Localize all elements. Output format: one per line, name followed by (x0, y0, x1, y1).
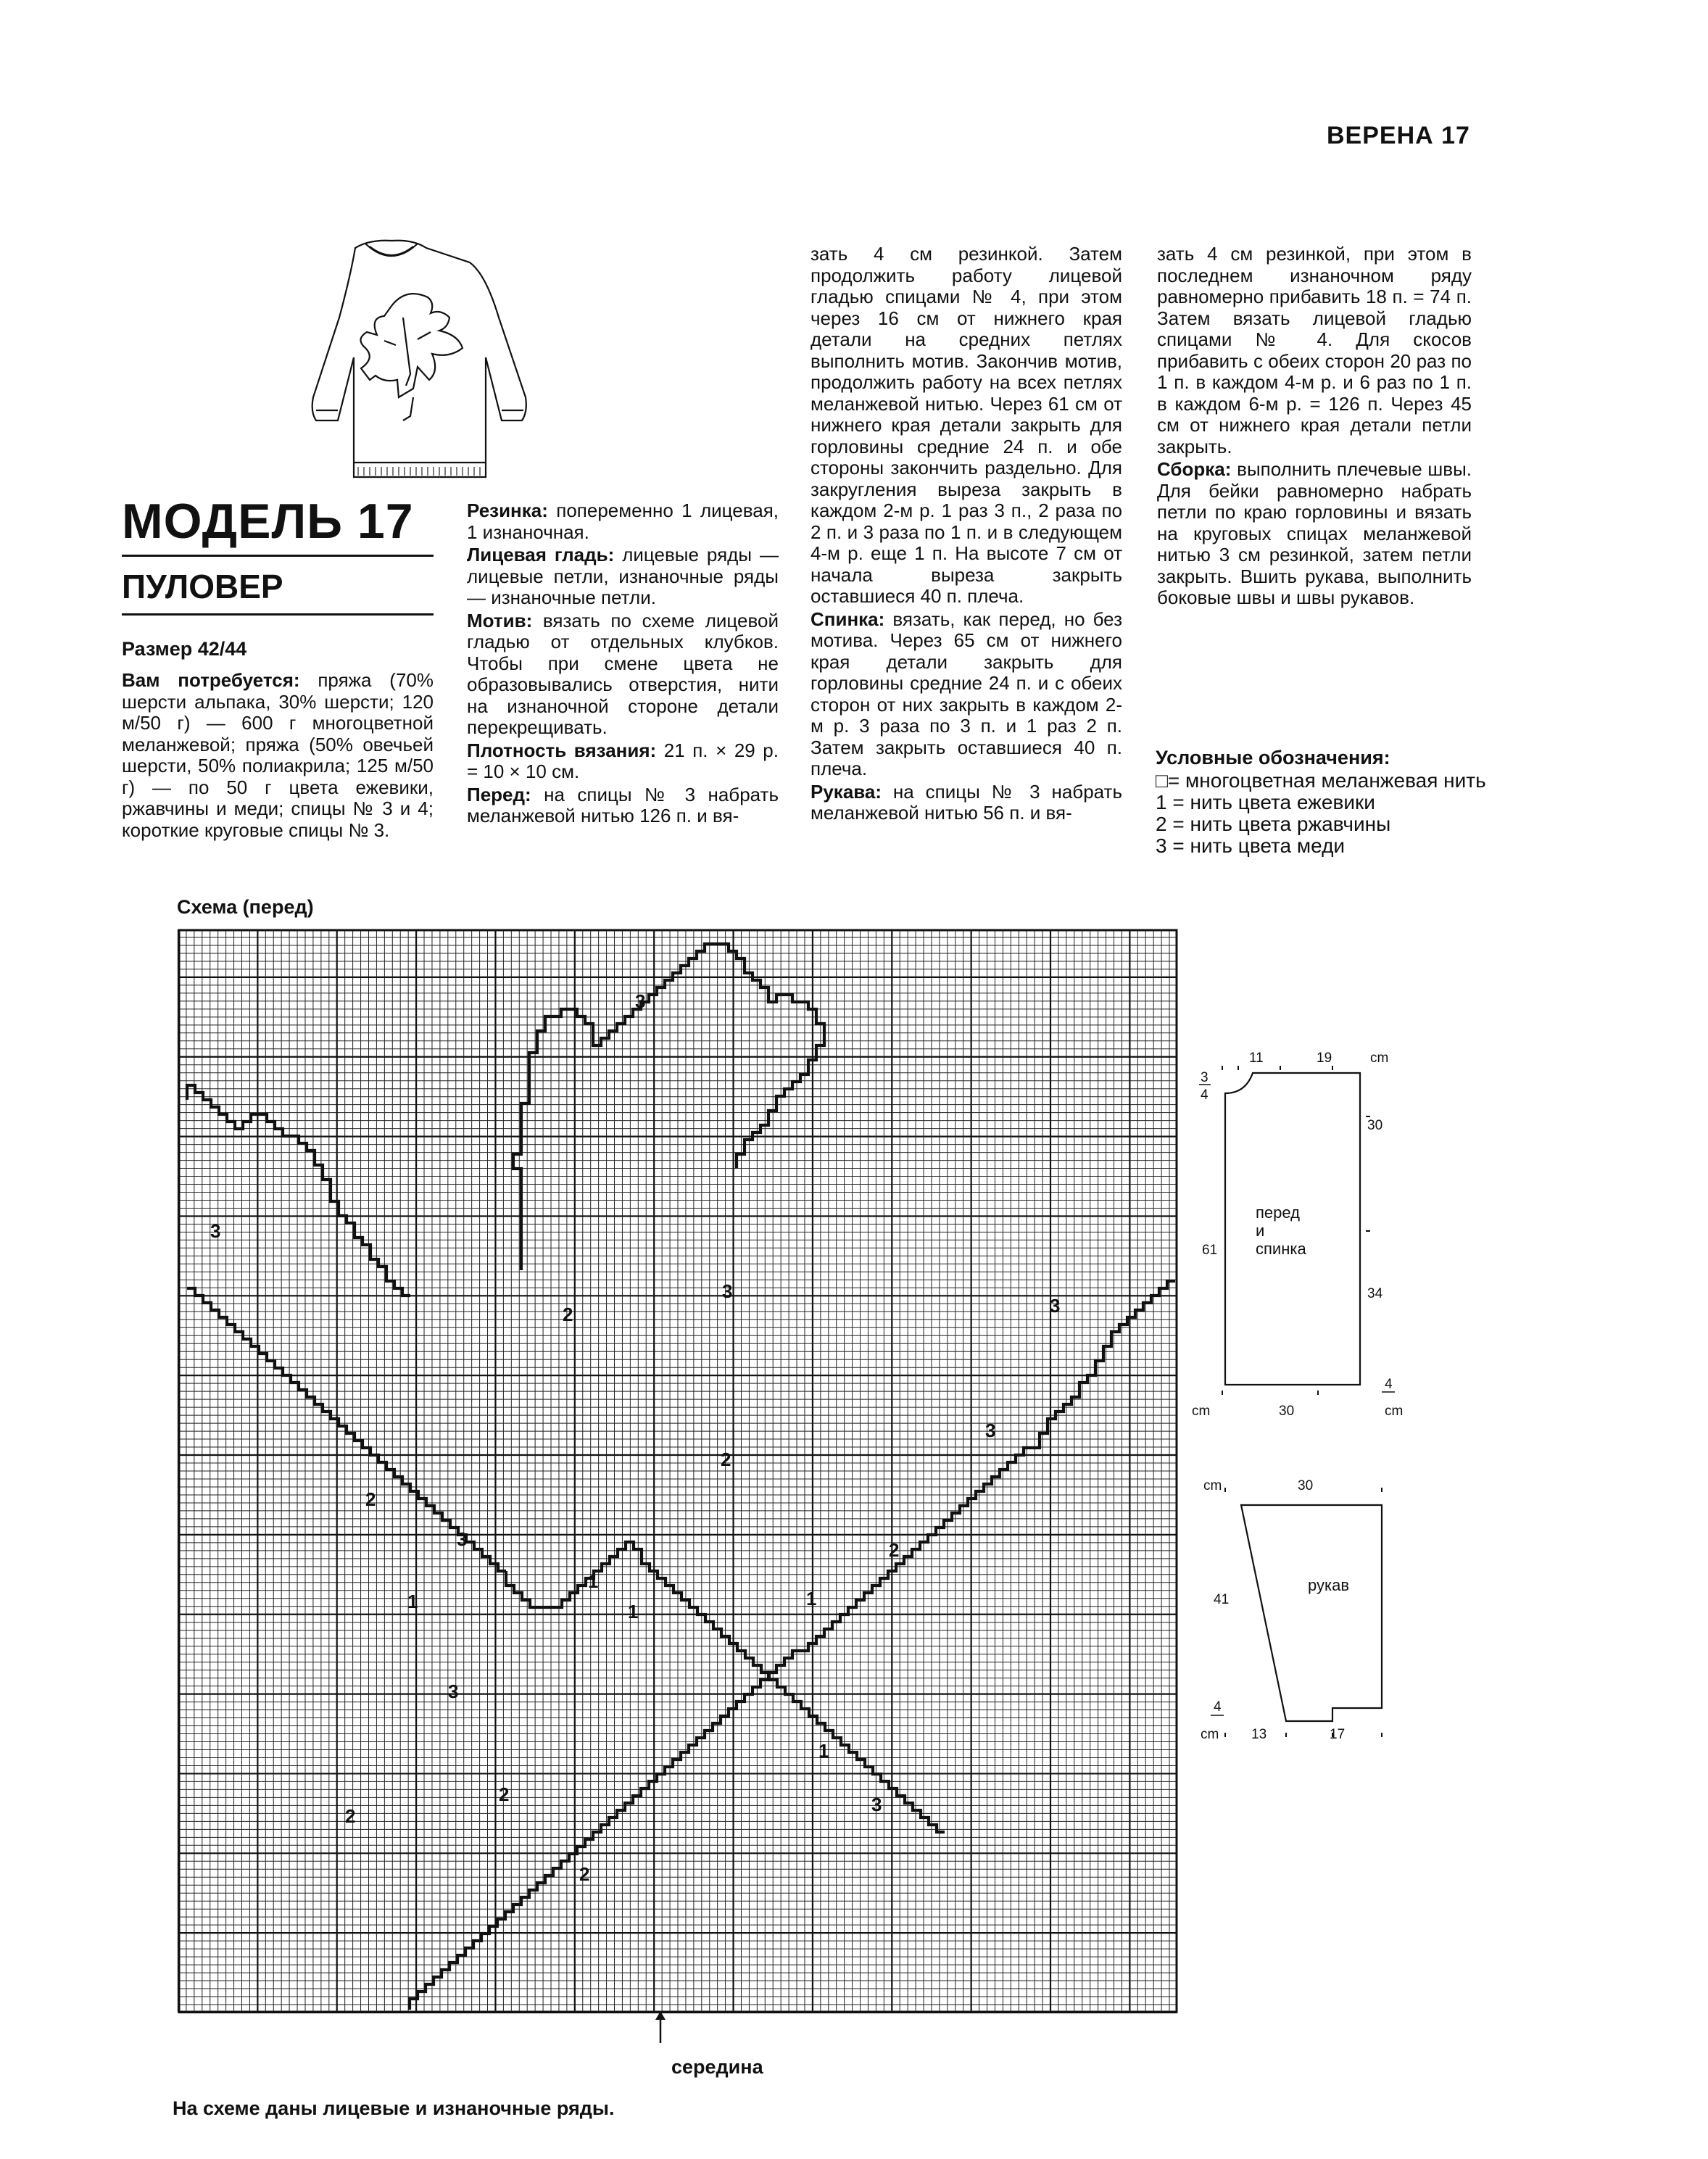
materials-text: пряжа (70% шерсти альпака, 30% шерсти; 120 м/50 г) — 600 г многоцветной меланжевой; пряжа (50% овечьей шерсти, 50% полиакрила; 125 м/50 г) — по 50 г цвета ежевики, ржавчины и меди; спицы № 3 и 4; короткие круговые спицы № 3. (122, 669, 434, 841)
body-bottom-dim: cm (1192, 1404, 1211, 1419)
rib-heading: Резинка: (467, 500, 548, 521)
chart-region-label: 3 (635, 990, 646, 1012)
body-right-dim: 34 (1367, 1286, 1383, 1301)
legend-item: □= многоцветная меланжевая нить (1156, 769, 1486, 792)
chart-region-label: 2 (345, 1805, 356, 1827)
chart-region-label: 2 (889, 1539, 900, 1561)
column-techniques (467, 500, 779, 829)
body-bottom-dim: cm (1385, 1404, 1404, 1419)
body-top-dim: 11 (1249, 1051, 1264, 1066)
chart-region-label: 3 (871, 1794, 882, 1815)
motif-heading: Мотив: (467, 609, 533, 631)
scheme-label: Схема (перед) (177, 896, 314, 918)
front-heading: Перед: (467, 783, 531, 805)
chart-region-label: 1 (806, 1588, 817, 1609)
chart-region-label: 3 (457, 1528, 468, 1550)
sleeve-bottom-dim: 17 (1330, 1727, 1346, 1742)
chart-region-label: 1 (407, 1591, 418, 1612)
center-label: середина (671, 2056, 763, 2078)
rib-text: попеременно 1 лицевая, 1 изнаночная. (467, 500, 779, 543)
front-text: на спицы № 3 набрать меланжевой нитью 126 п. и вя- (467, 783, 779, 826)
chart-region-label: 2 (579, 1863, 590, 1885)
sweater-illustration (268, 231, 544, 497)
knitting-chart (178, 929, 1177, 2017)
model-title: МОДЕЛЬ 17 (122, 494, 414, 549)
sleeve-schematic-outline (1241, 1505, 1382, 1721)
size-label: Размер 42/44 (122, 638, 247, 660)
materials-heading: Вам потребуется: (122, 669, 300, 691)
body-piece-label: и (1256, 1222, 1265, 1240)
sleeve-schematic (1180, 1472, 1398, 1776)
body-schematic-outline (1225, 1073, 1360, 1385)
sleeve-top-dim: 30 (1298, 1478, 1314, 1493)
chart-region-label: 1 (588, 1570, 599, 1592)
chart-region-label: 2 (563, 1304, 573, 1325)
back-heading: Спинка: (811, 608, 885, 630)
legend (1156, 770, 1489, 857)
sleeve-bottom-dim: 13 (1251, 1727, 1267, 1742)
chart-region-label: 2 (365, 1488, 376, 1510)
stockinette-text: лицевые ряды — лицевые петли, изнаночные ряды — изнаночные петли. (467, 544, 779, 608)
chart-region-label: 3 (985, 1420, 996, 1441)
front-continued-text: зать 4 см резинкой. Затем продолжить работу лицевой гладью спицами № 4, при этом через 16 см от нижнего края детали на средних петлях выполнить мотив. Закончив мотив, продолжить работу на всех петлях меланжевой нитью. Через 61 см от нижнего края детали закрыть для горловины средние 24 п. и обе стороны закончить раздельно. Для закругления выреза закрыть в каждом 2-м р. 1 раз 3 п., 2 раза по 2 п. и 3 раза по 1 п. и в следующем 4-м р. еще 1 п. На высоте 7 см от начала выреза закрыть оставшиеся 40 п. плеча. (811, 243, 1122, 607)
column-sleeves-assembly (1157, 244, 1472, 610)
body-bottom-right-dim: 4 (1385, 1377, 1393, 1392)
legend-title: Условные обозначения: (1156, 747, 1390, 768)
sleeve-heading: Рукава: (811, 780, 882, 803)
back-text: вязать, как перед, но без мотива. Через 65 см от нижнего края детали закрыть для горловины средние 24 п. и с обеих сторон от них закрыть в каждом 2-м р. 3 раза по 3 п. и 1 раз 2 п. Затем закрыть оставшиеся 40 п. плеча. (811, 608, 1122, 779)
body-piece-label: перед (1256, 1203, 1300, 1222)
motif-text: вязать по схеме лицевой гладью от отдельных клубков. Чтобы при смене цвета не образовывались отверстия, нити на изнаночной стороне детали перекрещивать. (467, 609, 779, 738)
title-rule-top (122, 555, 434, 557)
body-bottom-dim: 30 (1279, 1404, 1295, 1419)
sleeve-top-dim: cm (1203, 1478, 1222, 1493)
sleeve-left-dim: 41 (1214, 1592, 1230, 1607)
body-left-dim: 61 (1202, 1243, 1218, 1258)
chart-region-label: 1 (628, 1601, 639, 1623)
legend-item: 1 = нить цвета ежевики (1156, 791, 1375, 813)
legend-item: 3 = нить цвета меди (1156, 834, 1346, 857)
chart-region-label: 2 (721, 1449, 731, 1470)
chart-region-label: 1 (818, 1740, 829, 1762)
gauge-text: 21 п. × 29 р. = 10 × 10 см. (467, 739, 779, 782)
chart-region-label: 3 (1050, 1295, 1061, 1317)
column-materials (122, 670, 434, 842)
chart-grid-minor-lines (178, 929, 1177, 2013)
chart-grid-minor (178, 929, 1177, 2013)
body-right-dim: 30 (1367, 1118, 1383, 1133)
body-left-top-dim: 3 (1201, 1070, 1209, 1085)
legend-item: 2 = нить цвета ржавчины (1156, 813, 1391, 835)
body-top-dim: cm (1370, 1051, 1389, 1066)
assembly-heading: Сборка: (1157, 458, 1232, 480)
sleeve-piece-label: рукав (1308, 1576, 1350, 1594)
gauge-heading: Плотность вязания: (467, 739, 657, 761)
page-header-label: ВЕРЕНА 17 (1327, 122, 1470, 149)
sleeve-text: на спицы № 3 набрать меланжевой нитью 56 п. и вя- (811, 780, 1122, 824)
sleeve-left-bottom-dim: 4 (1214, 1699, 1222, 1715)
assembly-text: выполнить плечевые швы. Для бейки равномерно набрать петли по краю горловины и вязать на круговых спицах меланжевой нитью 3 см резинкой, затем петли закрыть. Вшить рукава, выполнить боковые швы и швы рукавов. (1157, 458, 1472, 608)
body-schematic (1180, 1044, 1404, 1450)
garment-title: ПУЛОВЕР (122, 568, 283, 605)
chart-region-label: 3 (722, 1280, 733, 1302)
chart-region-label: 3 (448, 1681, 459, 1702)
title-rule-bottom (122, 613, 434, 616)
column-front-back (811, 244, 1122, 826)
sleeve-continued-text: зать 4 см резинкой, при этом в последнем изнаночном ряду равномерно прибавить 18 п. = 74 п. Затем вязать лицевой гладью спицами № 4. Для скосов прибавить с обеих сторон 20 раз по 1 п. в каждом 4-м р. и 6 раз по 1 п. в каждом 6-м р. = 126 п. Через 45 см от нижнего края детали петли закрыть. (1157, 243, 1472, 457)
chart-region-label: 2 (499, 1783, 510, 1805)
center-arrow-icon (652, 2010, 668, 2044)
stockinette-heading: Лицевая гладь: (467, 544, 615, 565)
body-left-top-dim: 4 (1201, 1087, 1209, 1103)
chart-region-label: 3 (210, 1220, 221, 1242)
sleeve-bottom-dim: cm (1201, 1727, 1219, 1742)
leaf-stem (410, 1651, 800, 2010)
body-top-dim: 19 (1317, 1051, 1332, 1066)
body-piece-label: спинка (1256, 1240, 1306, 1258)
scheme-footnote: На схеме даны лицевые и изнаночные ряды. (173, 2097, 615, 2119)
